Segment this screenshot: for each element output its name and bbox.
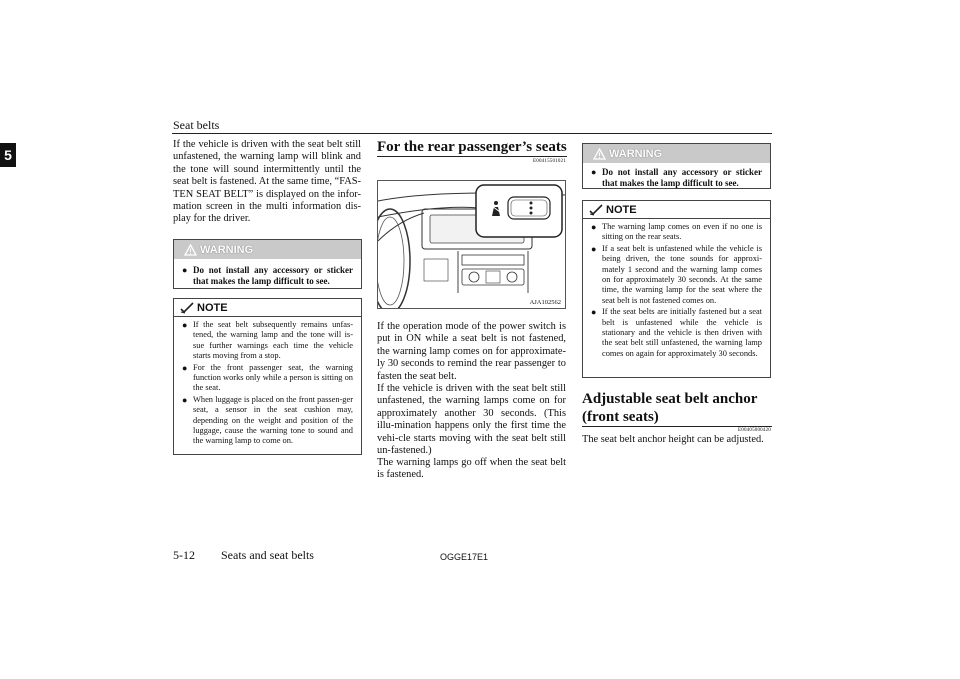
note-header [174, 299, 361, 317]
warning-box-left [173, 239, 362, 289]
note-box-right [582, 200, 771, 378]
section-title-line-1: Adjustable seat belt anchor [582, 391, 758, 407]
bullet-icon: ● [182, 320, 188, 330]
list-item: ● For the front passenger seat, the warning function works only while a person is sitting on the seat. [182, 362, 353, 393]
warning-header [174, 240, 361, 259]
section-title-rear: For the rear passenger’s seats [377, 139, 567, 155]
document-code: OGGE17E1 [440, 552, 489, 562]
note-box-left [173, 298, 362, 455]
chapter-title-footer: Seats and seat belts [221, 548, 314, 562]
list-item: ● When luggage is placed on the front passen-ger seat, a sensor in the seat cushion may, depending on the weight and position of the luggage, cause the warning tone to sound and the warning lamp to come on. [182, 394, 353, 446]
warning-text: Do not install any accessory or sticker that makes the lamp difficult to see. [193, 265, 353, 286]
bullet-icon: ● [591, 222, 597, 232]
warning-label: WARNING [609, 147, 663, 160]
section-title-anchor [582, 390, 772, 426]
figure-code: AJA102562 [529, 299, 561, 306]
header-rule [172, 133, 772, 134]
section-title-line-2: (front seats) [582, 409, 659, 425]
bullet-icon: ● [182, 265, 188, 275]
list-item: ● If the seat belts are initially fastened but a seat belt is unfastened while the vehicle is stationary and the vehicle is then driven with the seat belt still unfastened, the warning lamp comes on again for approximately 30 seconds. [591, 307, 762, 358]
list-item: ● If the seat belt subsequently remains unfas-tened, the warning lamp and the tone will is-sue further warnings each time the vehicle starts moving from a stop. [182, 320, 353, 361]
page-number: 5-12 [173, 548, 195, 562]
bullet-icon: ● [182, 394, 188, 405]
running-header-title: Seat belts [173, 118, 220, 132]
section-code: E00415501021 [533, 159, 566, 164]
warning-box-right [582, 143, 771, 189]
rear-paragraph-1: If the operation mode of the power switch is put in ON while a seat belt is not fastened, the warning lamp comes on for approximate-ly 30 seconds to remind the rear passenger to fasten the seat belt. [377, 321, 566, 382]
note-label: NOTE [197, 301, 228, 314]
note-pencil-icon [180, 302, 194, 314]
intro-paragraph: If the vehicle is driven with the seat belt still unfastened, the warning lamp will blink and the tone will sound intermittently until the seat belt is fastened. At the same time, “FAS-TEN SEAT BELT” is displayed on the infor-mation screen in the multi information dis-play for the driver. [173, 139, 361, 225]
note-label: NOTE [606, 203, 637, 216]
warning-item [174, 259, 361, 295]
anchor-paragraph: The seat belt anchor height can be adjusted. [582, 434, 764, 445]
rear-paragraph-3: The warning lamps go off when the seat belt is fastened. [377, 457, 566, 481]
warning-label: WARNING [200, 243, 254, 256]
note-pencil-icon [589, 204, 603, 216]
bullet-icon: ● [182, 362, 188, 373]
dashboard-illustration [378, 181, 565, 308]
section-rule [377, 156, 567, 157]
list-item: ● If a seat belt is unfastened while the vehicle is being driven, the tone sounds for approxi-mately 1 second and the warning lamp comes on for approximately 30 seconds. At the same time, the warning lamp for the seat where the seat belt is not fastened comes on. [591, 243, 762, 305]
warning-header [583, 144, 770, 163]
rear-paragraph-2: If the vehicle is driven with the seat belt still unfastened, the warning lamps come on for approximately another 30 seconds. (This illu-mination happens only the first time the vehi-cle starts moving with the seat belt still un-fastened.) [377, 383, 566, 457]
warning-text: Do not install any accessory or sticker that makes the lamp difficult to see. [602, 167, 762, 188]
warning-triangle-icon [593, 148, 606, 160]
warning-item [583, 163, 770, 197]
bullet-icon: ● [591, 243, 597, 254]
chapter-tab: 5 [0, 143, 16, 167]
bullet-icon: ● [591, 167, 597, 177]
dashboard-figure [377, 180, 566, 309]
section-code: E00405000420 [738, 428, 771, 433]
section-rule [582, 426, 772, 427]
warning-triangle-icon [184, 244, 197, 256]
bullet-icon: ● [591, 307, 597, 318]
list-item: ● The warning lamp comes on even if no one is sitting on the rear seats. [591, 222, 762, 242]
note-header [583, 201, 770, 219]
